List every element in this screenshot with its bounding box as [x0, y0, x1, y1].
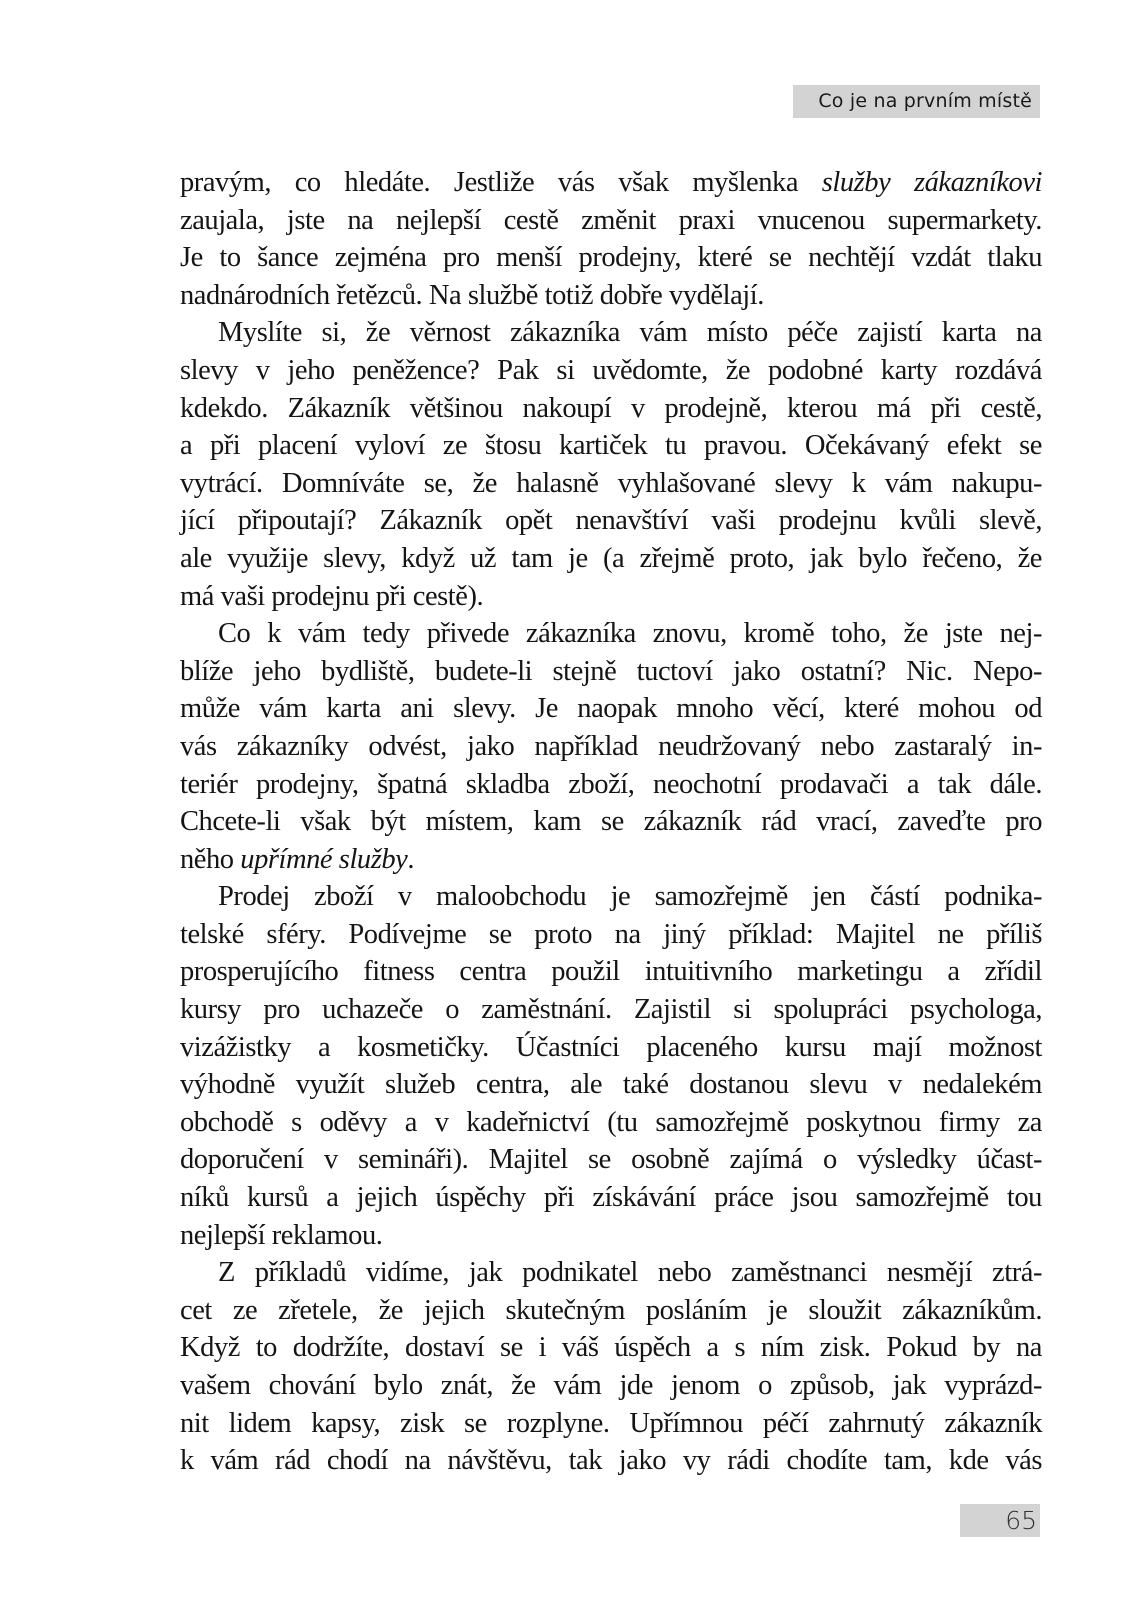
running-header — [793, 85, 1040, 118]
text-segment: Je to šance zejména pro menší prodejny, které se nechtějí vzdát tlaku — [180, 242, 1042, 274]
text-segment: vás zákazníky odvést, jako například neudržovaný nebo zastaralý in- — [180, 730, 1042, 762]
text-segment: k vám rád chodí na návštěvu, tak jako vy rádi chodíte tam, kde vás — [180, 1445, 1042, 1477]
text-segment: kursy pro uchazeče o zaměstnání. Zajistil si spolupráci psychologa, — [180, 994, 1042, 1026]
page-number-box — [960, 1504, 1040, 1537]
text-line — [180, 953, 1042, 991]
text-line — [180, 1179, 1042, 1217]
text-line — [180, 390, 1042, 428]
text-segment: zaujala, jste na nejlepší cestě změnit praxi vnucenou supermarkety. — [180, 204, 1042, 236]
page-number: 65 — [1005, 1506, 1037, 1535]
text-segment: něho — [180, 843, 241, 875]
paragraph — [180, 164, 1042, 314]
text-segment: vašem chování bylo znát, že vám jde jenom o způsob, jak vyprázd- — [180, 1370, 1042, 1401]
text-line — [180, 803, 1042, 841]
text-line — [180, 1066, 1042, 1104]
text-line — [180, 314, 1042, 352]
text-segment: Z příkladů vidíme, jak podnikatel nebo zaměstnanci nesmějí ztrá- — [218, 1257, 1042, 1289]
text-line — [180, 239, 1042, 277]
text-segment: slevy v jeho peněžence? Pak si uvědomte, že podobné karty rozdává — [180, 354, 1042, 386]
text-segment: nit lidem kapsy, zisk se rozplyne. Upřímnou péčí zahrnutý zákazník — [180, 1407, 1042, 1439]
paragraph — [180, 314, 1042, 615]
text-line — [180, 202, 1042, 240]
text-line — [180, 1292, 1042, 1330]
text-segment: vytrácí. Domníváte se, že halasně vyhlašované slevy k vám nakupu- — [180, 467, 1042, 499]
text-segment: Když to dodržíte, dostaví se i váš úspěch a s ním zisk. Pokud by na — [180, 1332, 1042, 1364]
text-line — [180, 1254, 1042, 1292]
text-segment: blíže jeho bydliště, budete-li stejně tuctoví jako ostatní? Nic. Nepo- — [180, 655, 1042, 687]
text-line — [180, 1217, 1042, 1255]
text-line — [180, 427, 1042, 465]
text-segment: a při placení vyloví ze štosu kartiček tu pravou. Očekávaný efekt se — [180, 430, 1042, 462]
paragraph — [180, 878, 1042, 1254]
text-line — [180, 1442, 1042, 1480]
text-line — [180, 1367, 1042, 1405]
text-line — [180, 465, 1042, 503]
text-line — [180, 352, 1042, 390]
text-segment: jící připoutají? Zákazník opět nenavštíví vaši prodejnu kvůli slevě, — [180, 505, 1042, 537]
text-segment: prosperujícího fitness centra použil intuitivního marketingu a zřídil — [180, 956, 1042, 988]
text-line — [180, 502, 1042, 540]
text-line — [180, 878, 1042, 916]
text-line — [180, 1029, 1042, 1067]
text-line — [180, 1141, 1042, 1179]
paragraph — [180, 615, 1042, 878]
text-segment: Prodej zboží v maloobchodu je samozřejmě jen částí podnika- — [218, 881, 1042, 913]
text-segment: doporučení v semináři). Majitel se osobně zajímá o výsledky účast- — [180, 1144, 1042, 1176]
text-segment: obchodě s oděvy a v kadeřnictví (tu samozřejmě poskytnou firmy za — [180, 1106, 1042, 1138]
text-segment: Chcete-li však být místem, kam se zákazník rád vrací, zaveďte pro — [180, 806, 1042, 838]
running-title: Co je na prvním místě — [818, 90, 1032, 112]
text-line — [180, 991, 1042, 1029]
text-segment: může vám karta ani slevy. Je naopak mnoho věcí, které mohou od — [180, 693, 1042, 725]
text-line — [180, 1405, 1042, 1443]
text-line — [180, 690, 1042, 728]
text-segment: ale využije slevy, když už tam je (a zřejmě proto, jak bylo řečeno, že — [180, 542, 1042, 574]
text-line — [180, 766, 1042, 804]
text-segment: nadnárodních řetězců. Na službě totiž dobře vydělají. — [180, 279, 764, 311]
text-segment: má vaši prodejnu při cestě). — [180, 580, 484, 612]
text-segment: pravým, co hledáte. Jestliže vás však myšlenka — [180, 167, 822, 198]
emphasis-text: služby zákazníkovi — [821, 167, 1042, 198]
text-segment: Co k vám tedy přivede zákazníka znovu, kromě toho, že jste nej- — [218, 618, 1042, 650]
text-line — [180, 164, 1042, 202]
text-line — [180, 1329, 1042, 1367]
text-segment: . — [407, 843, 415, 875]
text-line — [180, 728, 1042, 766]
text-segment: výhodně využít služeb centra, ale také dostanou slevu v nedalekém — [180, 1069, 1042, 1101]
text-line — [180, 841, 1042, 879]
paragraph — [180, 1254, 1042, 1480]
text-segment: teriér prodejny, špatná skladba zboží, neochotní prodavači a tak dále. — [180, 768, 1042, 800]
text-segment: nejlepší reklamou. — [180, 1219, 383, 1251]
text-segment: telské sféry. Podívejme se proto na jiný příklad: Majitel ne příliš — [180, 918, 1042, 950]
text-line — [180, 916, 1042, 954]
text-line — [180, 540, 1042, 578]
body-text — [180, 164, 1042, 1480]
text-segment: cet ze zřetele, že jejich skutečným posláním je sloužit zákazníkům. — [180, 1294, 1042, 1326]
text-line — [180, 1104, 1042, 1142]
text-line — [180, 578, 1042, 616]
text-line — [180, 615, 1042, 653]
text-segment: kdekdo. Zákazník většinou nakoupí v prodejně, kterou má při cestě, — [180, 392, 1042, 424]
text-line — [180, 653, 1042, 691]
text-segment: vizážistky a kosmetičky. Účastníci placeného kursu mají možnost — [180, 1031, 1042, 1063]
emphasis-text: upřímné služby — [240, 843, 408, 875]
text-segment: Myslíte si, že věrnost zákazníka vám místo péče zajistí karta na — [218, 317, 1042, 349]
text-line — [180, 277, 1042, 315]
text-segment: níků kursů a jejich úspěchy při získávání práce jsou samozřejmě tou — [180, 1182, 1042, 1214]
